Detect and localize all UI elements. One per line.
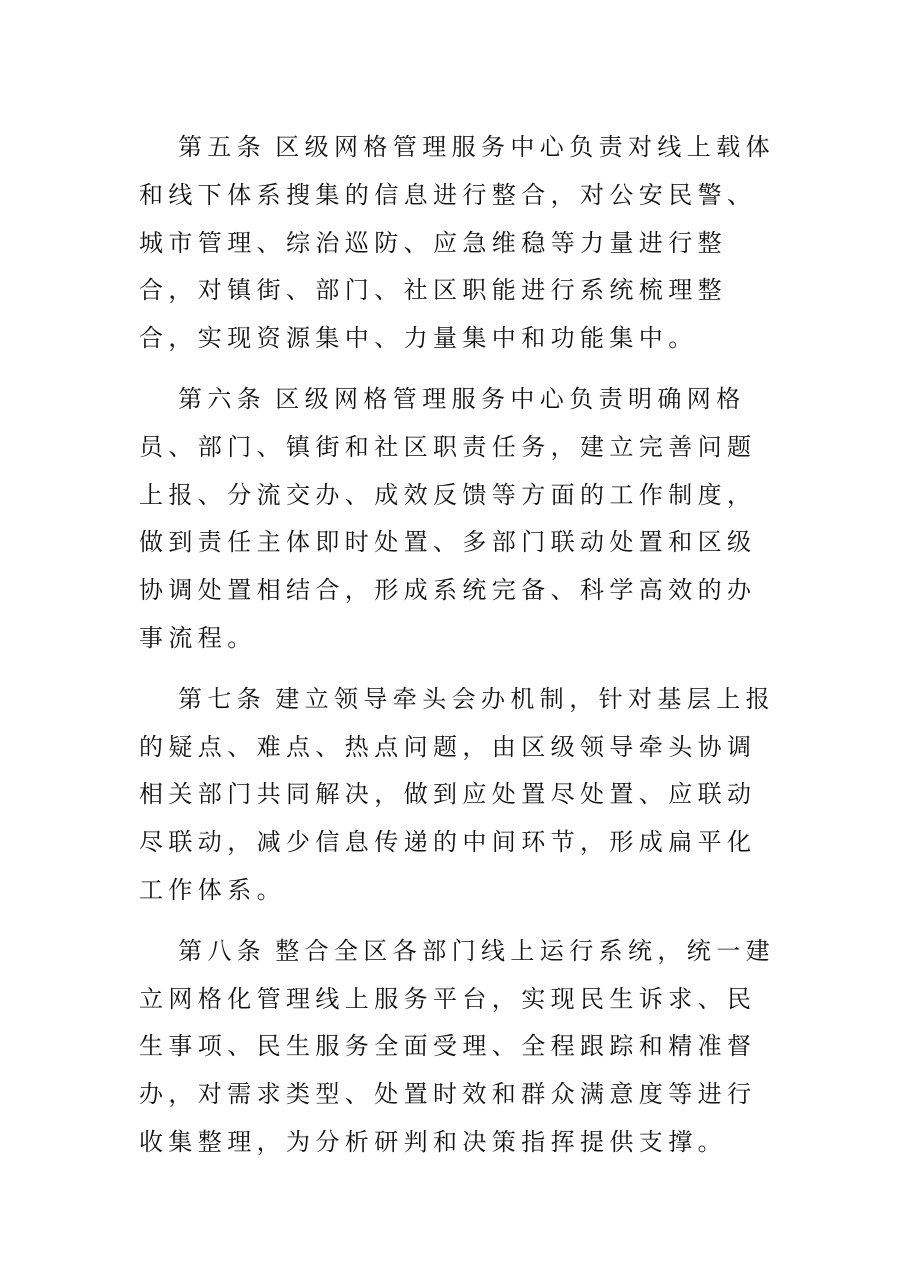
document-body	[139, 124, 779, 1180]
article-8	[139, 928, 779, 1167]
article-5	[139, 124, 779, 363]
article-text: 建立领导牵头会办机制，针对基层上报的疑点、难点、热点问题，由区级领导牵头协调相关部门共同解决，做到应处置尽处置、应联动尽联动，减少信息传递的中间环节，形成扁平化工作体系。	[139, 684, 776, 904]
article-7	[139, 676, 779, 915]
article-label: 第七条	[178, 684, 267, 713]
article-6	[139, 376, 779, 663]
article-label: 第八条	[178, 936, 267, 965]
article-text: 区级网格管理服务中心负责明确网格员、部门、镇街和社区职责任务，建立完善问题上报、分流交办、成效反馈等方面的工作制度，做到责任主体即时处置、多部门联动处置和区级协调处置相结合，形成系统完备、科学高效的办事流程。	[139, 384, 757, 652]
article-text: 整合全区各部门线上运行系统，统一建立网格化管理线上服务平台，实现民生诉求、民生事项、民生服务全面受理、全程跟踪和精准督办，对需求类型、处置时效和群众满意度等进行收集整理，为分析研判和决策指挥提供支撑。	[139, 936, 776, 1156]
article-text: 区级网格管理服务中心负责对线上载体和线下体系搜集的信息进行整合，对公安民警、城市管理、综治巡防、应急维稳等力量进行整合，对镇街、部门、社区职能进行系统梳理整合，实现资源集中、力量集中和功能集中。	[139, 133, 776, 353]
article-label: 第五条	[178, 133, 267, 161]
article-label: 第六条	[178, 384, 267, 413]
